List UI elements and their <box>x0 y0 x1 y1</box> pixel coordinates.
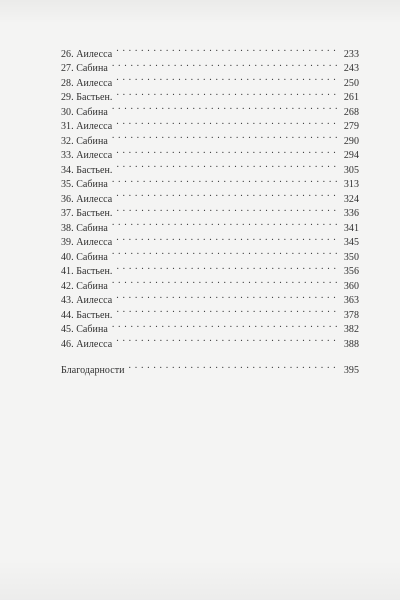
toc-dot-leader <box>112 216 337 231</box>
toc-dot-leader <box>116 260 337 275</box>
toc-dot-leader <box>116 115 337 130</box>
toc-entry-title: 45. Сабина <box>61 324 108 335</box>
toc-dot-leader <box>116 187 337 202</box>
toc-entry-page: 243 <box>343 63 359 74</box>
toc-entry-page: 336 <box>343 208 359 219</box>
toc-entry-title: 43. Аилесса <box>61 295 113 306</box>
toc-entry-page: 290 <box>343 135 359 147</box>
toc-entry-page: 341 <box>343 222 359 234</box>
toc-entry-page: 382 <box>343 324 359 335</box>
toc-entry-page: 313 <box>343 179 359 190</box>
toc-entry-page: 294 <box>343 150 359 161</box>
toc-entry-title: 32. Сабина <box>61 135 108 147</box>
toc-entry-title: 27. Сабина <box>61 63 108 74</box>
toc-entry-page: 279 <box>343 121 359 132</box>
toc-entry-title: 30. Сабина <box>61 106 108 118</box>
toc-entry-title: Благодарности <box>61 365 125 376</box>
toc-entry-title: 44. Бастьен. <box>61 309 113 321</box>
toc-entry-title: 38. Сабина <box>61 222 108 234</box>
toc-entry-title: 40. Сабина <box>61 251 108 263</box>
toc-entry-page: 360 <box>343 280 359 292</box>
toc-dot-leader <box>116 231 337 246</box>
toc-dot-leader <box>116 86 337 101</box>
page-bottom-shadow <box>0 560 400 600</box>
toc-entry-page: 356 <box>343 266 359 277</box>
toc-entry-title: 42. Сабина <box>61 280 108 292</box>
toc-entry-title: 28. Аилесса <box>61 77 113 89</box>
toc-entry-acknowledgements <box>61 359 359 374</box>
toc-dot-leader <box>116 71 337 86</box>
toc-entry-page: 261 <box>343 92 359 103</box>
toc-entry-page: 305 <box>343 164 359 176</box>
toc-dot-leader <box>116 303 337 318</box>
toc-entry-page: 268 <box>343 106 359 118</box>
toc-dot-leader <box>116 289 337 304</box>
toc-entry <box>61 42 359 60</box>
toc-dot-leader <box>112 129 337 144</box>
table-of-contents <box>61 42 359 376</box>
toc-dot-leader <box>112 173 337 188</box>
toc-entry-title: 36. Аилесса <box>61 193 113 205</box>
toc-dot-leader <box>116 332 337 347</box>
toc-entry-title: 29. Бастьен. <box>61 92 113 103</box>
toc-entry-page: 324 <box>343 193 359 205</box>
toc-entry-title: 37. Бастьен. <box>61 208 113 219</box>
toc-dot-leader <box>129 359 337 374</box>
toc-dot-leader <box>112 57 337 72</box>
toc-dot-leader <box>116 42 337 57</box>
toc-entry-title: 31. Аилесса <box>61 121 113 132</box>
toc-dot-leader <box>112 100 337 115</box>
toc-entry-page: 378 <box>343 309 359 321</box>
toc-entry-title: 46. Аилесса <box>61 338 113 350</box>
toc-dot-leader <box>112 274 337 289</box>
toc-dot-leader <box>116 202 337 217</box>
toc-entry-title: 35. Сабина <box>61 179 108 190</box>
toc-entry-page: 250 <box>343 77 359 89</box>
toc-entry-page: 395 <box>343 365 359 376</box>
toc-entry-title: 41. Бастьен. <box>61 266 113 277</box>
toc-entry-title: 34. Бастьен. <box>61 164 113 176</box>
toc-entry-page: 345 <box>343 237 359 248</box>
toc-entry-page: 388 <box>343 338 359 350</box>
toc-entry-title: 33. Аилесса <box>61 150 113 161</box>
toc-entry-page: 363 <box>343 295 359 306</box>
toc-entry-page: 350 <box>343 251 359 263</box>
toc-entry-page: 233 <box>343 48 359 60</box>
toc-dot-leader <box>116 158 337 173</box>
toc-dot-leader <box>112 245 337 260</box>
toc-entry-title: 26. Аилесса <box>61 48 113 60</box>
toc-dot-leader <box>112 318 337 333</box>
toc-dot-leader <box>116 144 337 159</box>
toc-entry-title: 39. Аилесса <box>61 237 113 248</box>
page-top-shadow <box>0 0 400 24</box>
